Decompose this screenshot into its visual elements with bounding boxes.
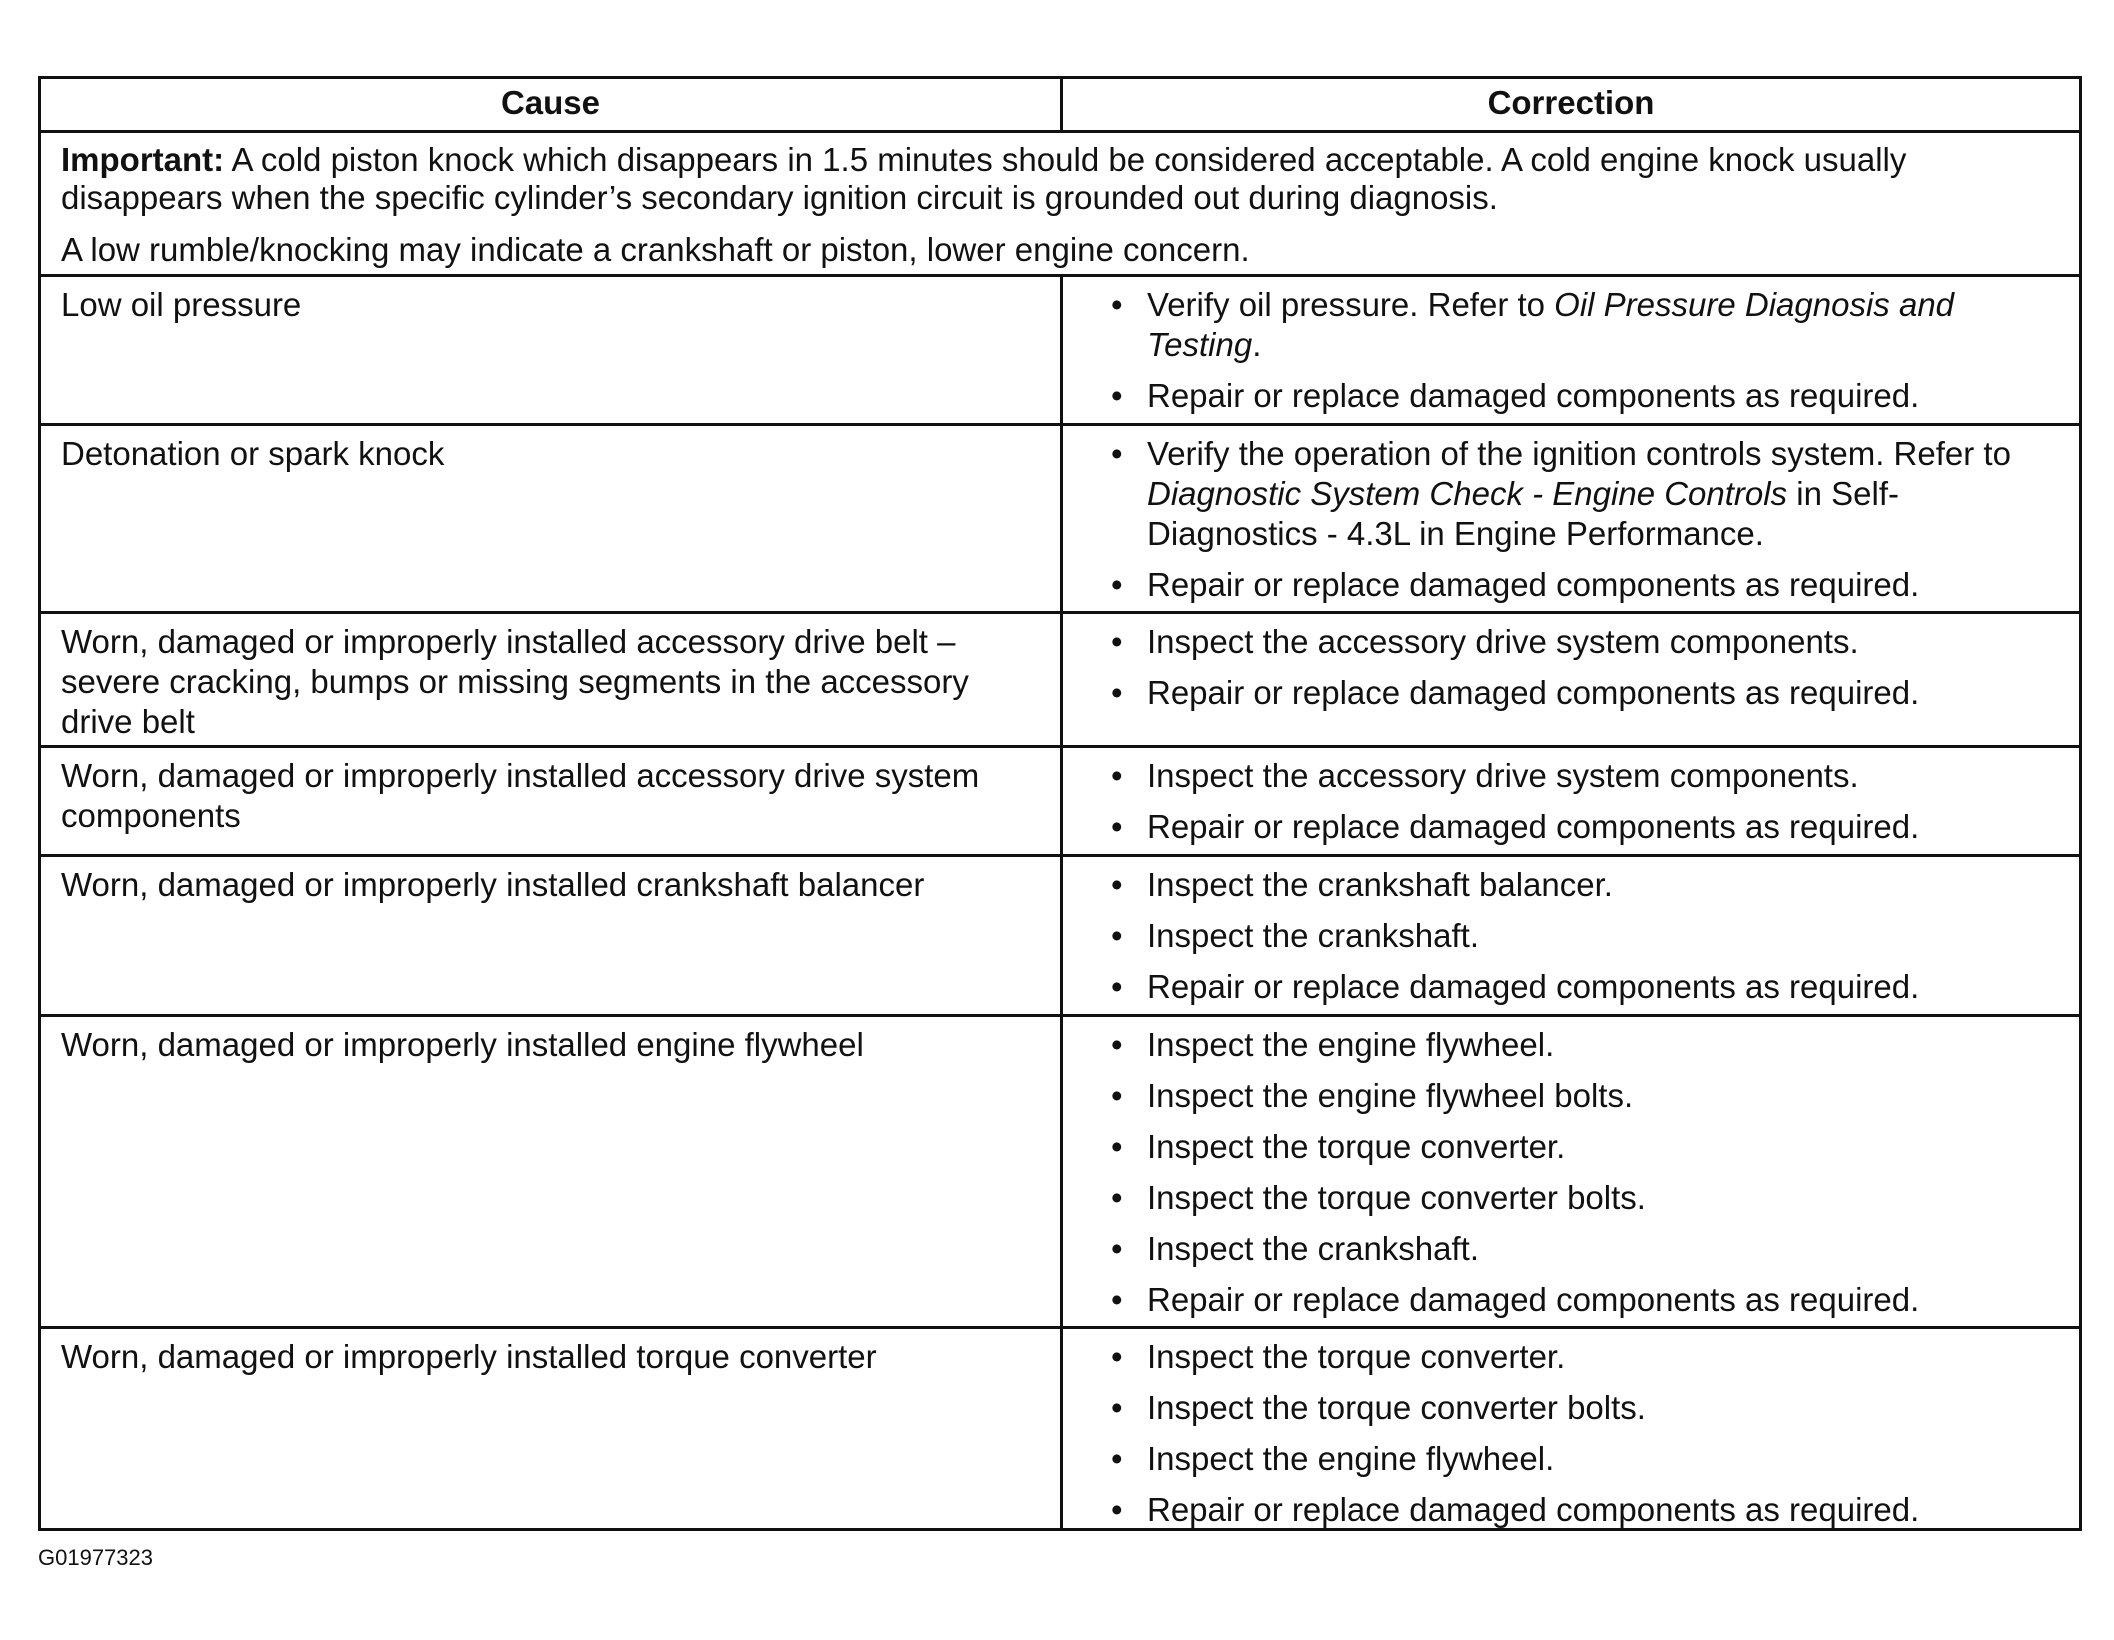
correction-item: [1111, 807, 2065, 847]
bullet-icon: •: [1111, 566, 1123, 603]
correction-item: [1111, 756, 2065, 796]
table-row: [41, 423, 2079, 611]
reference-link[interactable]: Oil Pressure Diagnosis and Testing: [1147, 286, 1955, 363]
cause-cell: Worn, damaged or improperly installed accessory drive belt – severe cracking, bumps or missing segments in the accessory drive belt: [41, 614, 1063, 745]
table-row: [41, 1326, 2079, 1528]
bullet-icon: •: [1111, 286, 1123, 323]
bullet-icon: •: [1111, 1491, 1123, 1528]
bullet-icon: •: [1111, 917, 1123, 954]
bullet-icon: •: [1111, 1389, 1123, 1426]
correction-cell: [1063, 1017, 2079, 1326]
bullet-icon: •: [1111, 1128, 1123, 1165]
table-row: [41, 745, 2079, 854]
correction-item: [1111, 1178, 2065, 1218]
correction-item: [1111, 1490, 2065, 1530]
correction-text: Repair or replace damaged components as required.: [1147, 566, 1920, 603]
correction-list: [1111, 1337, 2065, 1530]
correction-text: Repair or replace damaged components as required.: [1147, 968, 1920, 1005]
bullet-icon: •: [1111, 808, 1123, 845]
figure-id: G01977323: [38, 1545, 153, 1570]
correction-item: [1111, 1280, 2065, 1320]
correction-item: [1111, 565, 2065, 605]
correction-cell: [1063, 1329, 2079, 1528]
bullet-icon: •: [1111, 1281, 1123, 1318]
correction-text: Inspect the crankshaft balancer.: [1147, 866, 1613, 903]
bullet-icon: •: [1111, 377, 1123, 414]
table-body: [41, 274, 2079, 1528]
correction-text: Repair or replace damaged components as required.: [1147, 808, 1920, 845]
correction-text: Inspect the accessory drive system components.: [1147, 757, 1859, 794]
correction-item: [1111, 865, 2065, 905]
correction-item: [1111, 673, 2065, 713]
correction-text: Repair or replace damaged components as required.: [1147, 674, 1920, 711]
bullet-icon: •: [1111, 1230, 1123, 1267]
correction-text-suffix: in Self-Diagnostics - 4.3L in Engine Performance.: [1147, 475, 1899, 552]
correction-item: [1111, 434, 2065, 554]
important-text: A cold piston knock which disappears in 1.5 minutes should be considered acceptable. A cold engine knock usually disappears when the specific cylinder’s secondary ignition circuit is grounded out during diagnosis.: [61, 141, 1907, 216]
correction-item: [1111, 916, 2065, 956]
bullet-icon: •: [1111, 1179, 1123, 1216]
correction-text: Inspect the engine flywheel.: [1147, 1026, 1555, 1063]
table-header-row: [41, 79, 2079, 130]
correction-list: [1111, 434, 2065, 605]
correction-text: Inspect the engine flywheel.: [1147, 1440, 1555, 1477]
cause-cell: Low oil pressure: [41, 277, 1063, 423]
rumble-note: A low rumble/knocking may indicate a crankshaft or piston, lower engine concern.: [61, 231, 1250, 268]
correction-item: [1111, 1076, 2065, 1116]
bullet-icon: •: [1111, 674, 1123, 711]
bullet-icon: •: [1111, 435, 1123, 472]
correction-cell: [1063, 426, 2079, 611]
correction-text: Repair or replace damaged components as required.: [1147, 1491, 1920, 1528]
correction-text: Verify oil pressure. Refer to: [1147, 286, 1555, 323]
correction-list: [1111, 1025, 2065, 1320]
correction-text: Repair or replace damaged components as required.: [1147, 1281, 1920, 1318]
table-row: [41, 274, 2079, 423]
correction-text: Verify the operation of the ignition controls system. Refer to: [1147, 435, 2011, 472]
important-label: Important:: [61, 141, 225, 178]
table-row: [41, 854, 2079, 1014]
correction-item: [1111, 1229, 2065, 1269]
correction-cell: [1063, 857, 2079, 1014]
reference-link[interactable]: Diagnostic System Check - Engine Controls: [1147, 475, 1788, 512]
cause-cell: Worn, damaged or improperly installed torque converter: [41, 1329, 1063, 1528]
table-row: [41, 1014, 2079, 1326]
cause-cell: Worn, damaged or improperly installed engine flywheel: [41, 1017, 1063, 1326]
bullet-icon: •: [1111, 866, 1123, 903]
correction-list: [1111, 622, 2065, 713]
correction-text: Inspect the crankshaft.: [1147, 917, 1480, 954]
bullet-icon: •: [1111, 1077, 1123, 1114]
cause-cell: Worn, damaged or improperly installed crankshaft balancer: [41, 857, 1063, 1014]
correction-text: Inspect the torque converter.: [1147, 1128, 1566, 1165]
cause-column-header: Cause: [41, 79, 1063, 130]
bullet-icon: •: [1111, 1026, 1123, 1063]
correction-item: [1111, 622, 2065, 662]
cause-cell: Worn, damaged or improperly installed accessory drive system components: [41, 748, 1063, 854]
table-row: [41, 611, 2079, 745]
important-paragraph: [61, 141, 2059, 217]
important-note-row: [41, 130, 2079, 274]
bullet-icon: •: [1111, 1338, 1123, 1375]
correction-text: Inspect the crankshaft.: [1147, 1230, 1480, 1267]
correction-text: Inspect the accessory drive system components.: [1147, 623, 1859, 660]
correction-list: [1111, 865, 2065, 1007]
important-note: [41, 133, 2079, 274]
correction-item: [1111, 967, 2065, 1007]
correction-item: [1111, 376, 2065, 416]
correction-text: Inspect the torque converter bolts.: [1147, 1389, 1646, 1426]
correction-text: Inspect the torque converter bolts.: [1147, 1179, 1646, 1216]
correction-text: Inspect the engine flywheel bolts.: [1147, 1077, 1634, 1114]
correction-text: Repair or replace damaged components as required.: [1147, 377, 1920, 414]
correction-item: [1111, 1439, 2065, 1479]
correction-item: [1111, 1388, 2065, 1428]
correction-item: [1111, 1127, 2065, 1167]
bullet-icon: •: [1111, 968, 1123, 1005]
correction-list: [1111, 756, 2065, 847]
correction-cell: [1063, 277, 2079, 423]
cause-cell: Detonation or spark knock: [41, 426, 1063, 611]
bullet-icon: •: [1111, 1440, 1123, 1477]
correction-item: [1111, 1337, 2065, 1377]
diagnosis-table: [38, 76, 2082, 1531]
bullet-icon: •: [1111, 623, 1123, 660]
correction-cell: [1063, 748, 2079, 854]
bullet-icon: •: [1111, 757, 1123, 794]
correction-item: [1111, 1025, 2065, 1065]
correction-column-header: Correction: [1487, 84, 1655, 121]
correction-cell: [1063, 614, 2079, 745]
correction-text-suffix: .: [1252, 326, 1262, 363]
correction-list: [1111, 285, 2065, 416]
correction-item: [1111, 285, 2065, 365]
correction-text: Inspect the torque converter.: [1147, 1338, 1566, 1375]
